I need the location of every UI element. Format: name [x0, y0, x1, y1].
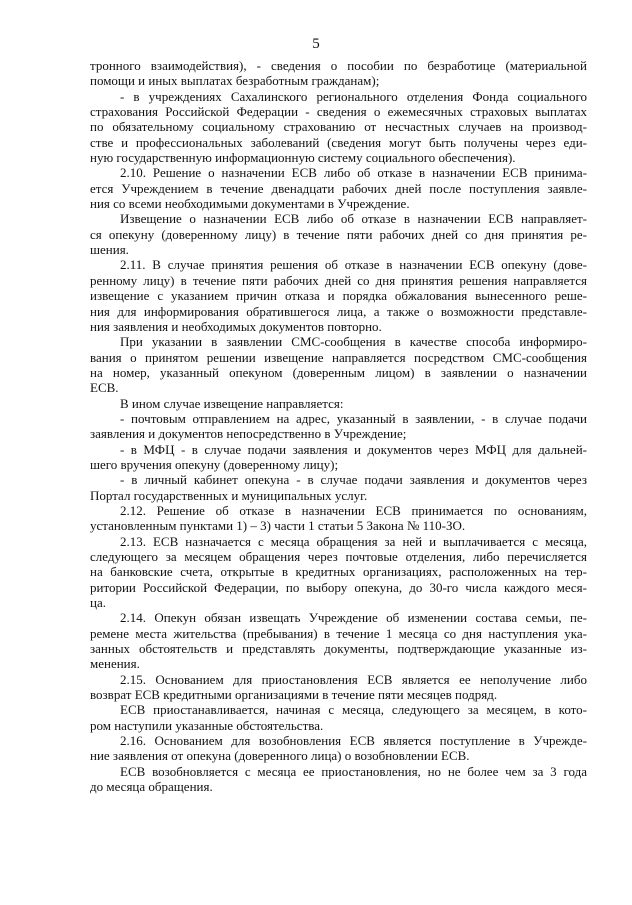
text-line: 2.10. Решение о назначении ЕСВ либо об отказе в назначении ЕСВ принима-: [120, 165, 587, 181]
text-line: извещение с указанием причин отказа и порядка обжалования вынесенного реше-: [90, 288, 587, 304]
text-line: помощи и иных выплатах безработным гражданам);: [90, 73, 380, 89]
text-line: ния со всеми необходимыми документами в Учреждение.: [90, 196, 410, 212]
text-line: ром наступили указанные обстоятельства.: [90, 717, 324, 733]
text-line: ца.: [90, 595, 106, 611]
text-line: ную государственную информационную систему социального обеспечения).: [90, 150, 516, 166]
text-line: ЕСВ.: [90, 380, 119, 396]
text-line: ренному лицу) в течение пяти рабочих дней со дня принятия решения направляется: [90, 272, 587, 288]
text-line: ЕСВ приостанавливается, начиная с месяца, следующего за месяцем, в кото-: [120, 702, 587, 718]
text-line: ритории Российской Федерации, по выбору опекуна, до 30-го числа каждого меся-: [90, 579, 587, 595]
text-line: ремене места жительства (пребывания) в течение 1 месяца со дня наступления ука-: [90, 625, 587, 641]
text-line: стве и профессиональных заболеваний (сведения могут быть получены через еди-: [90, 134, 587, 150]
text-line: ЕСВ возобновляется с месяца ее приостановления, но не более чем за 3 года: [120, 763, 587, 779]
text-line: Портал государственных и муниципальных услуг.: [90, 487, 368, 503]
text-line: 2.11. В случае принятия решения об отказе в назначении ЕСВ опекуну (дове-: [120, 257, 587, 273]
text-line: 2.16. Основанием для возобновления ЕСВ является поступление в Учрежде-: [120, 733, 587, 749]
text-line: При указании в заявлении СМС-сообщения в качестве способа информиро-: [120, 334, 587, 350]
text-line: ния заявления и необходимых документов повторно.: [90, 318, 382, 334]
text-line: по обязательному социальному страхованию от несчастных случаев на производ-: [90, 119, 587, 135]
text-line: менения.: [90, 656, 140, 672]
text-line: 2.15. Основанием для приостановления ЕСВ является ее неполучение либо: [120, 671, 587, 687]
text-line: В ином случае извещение направляется:: [120, 395, 344, 411]
text-line: на банковские счета, открытые в кредитных организациях, расположенных на тер-: [90, 564, 587, 580]
text-line: занных обстоятельств и представлять документы, подтверждающие указанные из-: [90, 641, 587, 657]
text-line: вания о принятом решении извещение направляется посредством СМС-сообщения: [90, 349, 587, 365]
text-line: 2.14. Опекун обязан извещать Учреждение об изменении состава семьи, пе-: [120, 610, 587, 626]
text-line: на номер, указанный опекуном (доверенным лицом) в заявлении о назначении: [90, 364, 587, 380]
document-body: [90, 58, 587, 795]
text-line: 2.13. ЕСВ назначается с месяца обращения за ней и выплачивается с месяца,: [120, 533, 587, 549]
text-line: установленным пунктами 1) – 3) части 1 статьи 5 Закона № 110-ЗО.: [90, 518, 466, 534]
text-line: до месяца обращения.: [90, 779, 213, 795]
text-line: - в учреждениях Сахалинского регионального отделения Фонда социального: [120, 88, 587, 104]
text-line: ся опекуну (доверенному лицу) в течение пяти рабочих дней со дня принятия ре-: [90, 226, 587, 242]
text-line: ния для информирования обратившегося лица, а также о возможности представле-: [90, 303, 587, 319]
text-line: заявления и документов непосредственно в Учреждение;: [90, 426, 407, 442]
text-line: шего вручения опекуну (доверенному лицу);: [90, 456, 339, 472]
text-line: Извещение о назначении ЕСВ либо об отказе в назначении ЕСВ направляет-: [120, 211, 587, 227]
text-line: 2.12. Решение об отказе в назначении ЕСВ принимается по основаниям,: [120, 502, 587, 518]
text-line: шения.: [90, 242, 129, 258]
text-line: тронного взаимодействия), - сведения о пособии по безработице (материальной: [90, 58, 587, 73]
text-line: возврат ЕСВ кредитными организациями в течение пяти месяцев подряд.: [90, 687, 498, 703]
text-line: следующего за месяцем обращения через почтовые отделения, либо перечисляется: [90, 549, 587, 564]
page-number: 5: [312, 36, 320, 52]
text-line: - в МФЦ - в случае подачи заявления и документов через МФЦ для дальней-: [120, 441, 587, 457]
text-line: - почтовым отправлением на адрес, указанный в заявлении, - в случае подачи: [120, 410, 587, 426]
text-line: страхования Российской Федерации - сведения о ежемесячных страховых выплатах: [90, 104, 587, 120]
text-line: - в личный кабинет опекуна - в случае подачи заявления и документов через: [120, 472, 587, 488]
text-line: ется Учреждением в течение двенадцати рабочих дней после поступления заявле-: [90, 180, 587, 196]
text-line: ние заявления от опекуна (доверенного лица) о возобновлении ЕСВ.: [90, 748, 470, 764]
